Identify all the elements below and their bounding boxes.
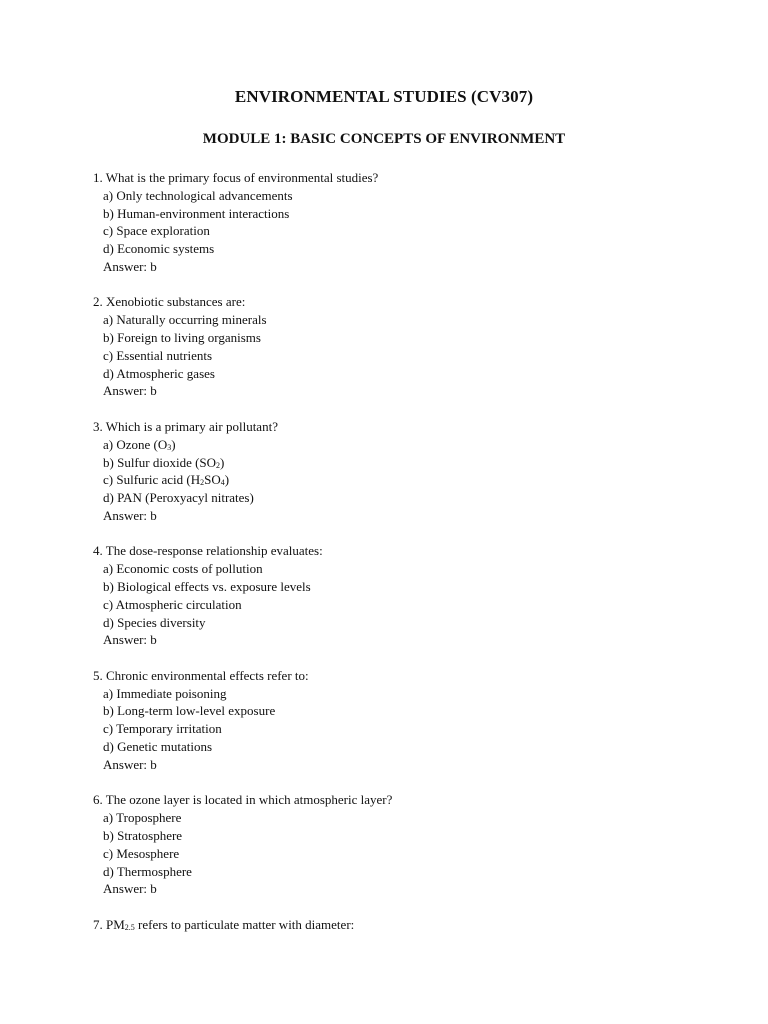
question-4	[93, 542, 693, 649]
option-a	[93, 560, 693, 578]
option-text: Thermosphere	[116, 863, 192, 879]
option-d	[93, 614, 693, 632]
answer-label: Answer:	[103, 756, 148, 772]
option-letter: d)	[103, 739, 114, 755]
option-c	[93, 471, 693, 489]
question-number: 6.	[93, 792, 103, 808]
question-stem: Which is a primary air pollutant?	[105, 418, 278, 434]
answer-line	[93, 756, 693, 774]
option-a	[93, 187, 693, 205]
option-text: Temporary irritation	[116, 721, 222, 737]
option-b	[93, 578, 693, 596]
option-d	[93, 240, 693, 258]
option-text: Stratosphere	[117, 827, 183, 843]
option-text: Ozone $(O_3)$	[116, 436, 176, 452]
answer-label: Answer:	[103, 507, 148, 523]
option-text: Sulfuric acid $(H_2SO_4)$	[116, 472, 230, 488]
module-title: MODULE 1: BASIC CONCEPTS OF ENVIRONMENT	[202, 131, 566, 147]
option-letter: c)	[103, 223, 114, 239]
subscript: 2.5	[124, 922, 135, 932]
question-text	[93, 418, 693, 436]
option-text: Naturally occurring minerals	[116, 312, 267, 328]
option-letter: a)	[103, 810, 114, 826]
option-b	[93, 702, 693, 720]
option-text: Economic costs of pollution	[116, 561, 263, 577]
option-text: Biological effects vs. exposure levels	[117, 579, 311, 594]
question-number: 2.	[93, 294, 103, 310]
option-d	[93, 863, 693, 881]
answer-label: Answer:	[103, 632, 148, 648]
option-text: PAN (Peroxyacyl nitrates)	[117, 490, 254, 506]
option-letter: c)	[103, 596, 114, 612]
option-letter: b)	[103, 827, 114, 843]
question-2	[93, 293, 693, 400]
option-letter: d)	[103, 241, 114, 257]
answer-line	[93, 382, 693, 400]
option-letter: c)	[103, 472, 114, 488]
option-c	[93, 596, 693, 614]
option-text: Long-term low-level exposure	[117, 703, 276, 719]
option-letter: a)	[103, 187, 114, 203]
question-6	[93, 791, 693, 898]
answer-value: b	[150, 881, 157, 897]
option-letter: d)	[103, 490, 114, 506]
question-text	[93, 293, 693, 311]
option-b	[93, 454, 693, 472]
subscript: 2	[216, 460, 221, 470]
answer-value: b	[150, 507, 157, 523]
question-number: 5.	[93, 667, 103, 683]
subscript: 4	[220, 478, 225, 488]
option-letter: a)	[103, 685, 114, 701]
question-number: 3.	[93, 418, 103, 434]
option-text: Immediate poisoning	[116, 685, 227, 701]
answer-value: b	[150, 258, 157, 274]
answer-line	[93, 507, 693, 525]
question-number: 7.	[93, 916, 103, 932]
option-d	[93, 738, 693, 756]
option-letter: a)	[103, 561, 114, 577]
question-stem: The dose-response relationship evaluates:	[105, 543, 323, 559]
question-text	[93, 667, 693, 685]
option-a	[93, 311, 693, 329]
option-c	[93, 222, 693, 240]
question-number: 1.	[93, 170, 103, 185]
option-text: Atmospheric gases	[116, 365, 215, 381]
option-letter: b)	[103, 703, 114, 719]
option-c	[93, 347, 693, 365]
option-d	[93, 489, 693, 507]
answer-label: Answer:	[103, 258, 148, 274]
option-c	[93, 845, 693, 863]
answer-label: Answer:	[103, 881, 148, 897]
option-text: Economic systems	[117, 241, 215, 257]
question-text	[93, 169, 693, 187]
option-a	[93, 809, 693, 827]
option-text: Human-environment interactions	[117, 205, 290, 221]
question-text	[93, 916, 693, 934]
option-letter: a)	[103, 312, 114, 328]
question-stem: Chronic environmental effects refer to:	[106, 667, 309, 683]
option-d	[93, 365, 693, 383]
question-stem: $PM_{2.5}$ refers to particulate matter with diameter:	[106, 916, 355, 932]
subscript: 3	[167, 442, 172, 452]
answer-line	[93, 880, 693, 898]
option-letter: b)	[103, 579, 114, 594]
option-letter: b)	[103, 205, 114, 221]
answer-value: b	[150, 383, 157, 399]
option-text: Only technological advancements	[116, 187, 293, 203]
option-text: Essential nutrients	[116, 347, 213, 363]
answer-value: b	[150, 756, 157, 772]
answer-label: Answer:	[103, 383, 148, 399]
option-b	[93, 205, 693, 223]
question-number: 4.	[93, 543, 103, 559]
option-letter: b)	[103, 330, 114, 346]
option-b	[93, 329, 693, 347]
question-stem: The ozone layer is located in which atmospheric layer?	[105, 792, 393, 808]
subscript: 2	[200, 478, 205, 488]
option-letter: a)	[103, 436, 114, 452]
option-text: Foreign to living organisms	[117, 330, 261, 346]
question-text	[93, 791, 693, 809]
answer-line	[93, 258, 693, 276]
option-text: Genetic mutations	[117, 739, 213, 755]
question-5	[93, 667, 693, 774]
option-a	[93, 436, 693, 454]
option-letter: b)	[103, 454, 114, 470]
option-text: Space exploration	[116, 223, 210, 239]
option-letter: d)	[103, 614, 114, 630]
option-c	[93, 720, 693, 738]
option-text: Sulfur dioxide $(SO_2)$	[117, 454, 225, 470]
answer-value: b	[150, 632, 157, 648]
option-letter: c)	[103, 721, 114, 737]
question-stem: What is the primary focus of environmental studies?	[105, 170, 379, 185]
option-a	[93, 685, 693, 703]
question-3	[93, 418, 693, 525]
question-list	[93, 169, 693, 934]
question-7	[93, 916, 693, 934]
question-text	[93, 542, 693, 560]
question-1	[93, 169, 693, 276]
option-letter: c)	[103, 347, 114, 363]
option-text: Mesosphere	[116, 845, 180, 861]
option-letter: c)	[103, 845, 114, 861]
question-stem: Xenobiotic substances are:	[106, 294, 246, 310]
option-letter: d)	[103, 365, 114, 381]
document-title: ENVIRONMENTAL STUDIES (CV307)	[234, 87, 534, 106]
option-letter: d)	[103, 863, 114, 879]
option-text: Troposphere	[116, 810, 182, 826]
option-text: Atmospheric circulation	[115, 596, 242, 612]
answer-line	[93, 631, 693, 649]
option-b	[93, 827, 693, 845]
option-text: Species diversity	[117, 614, 206, 630]
